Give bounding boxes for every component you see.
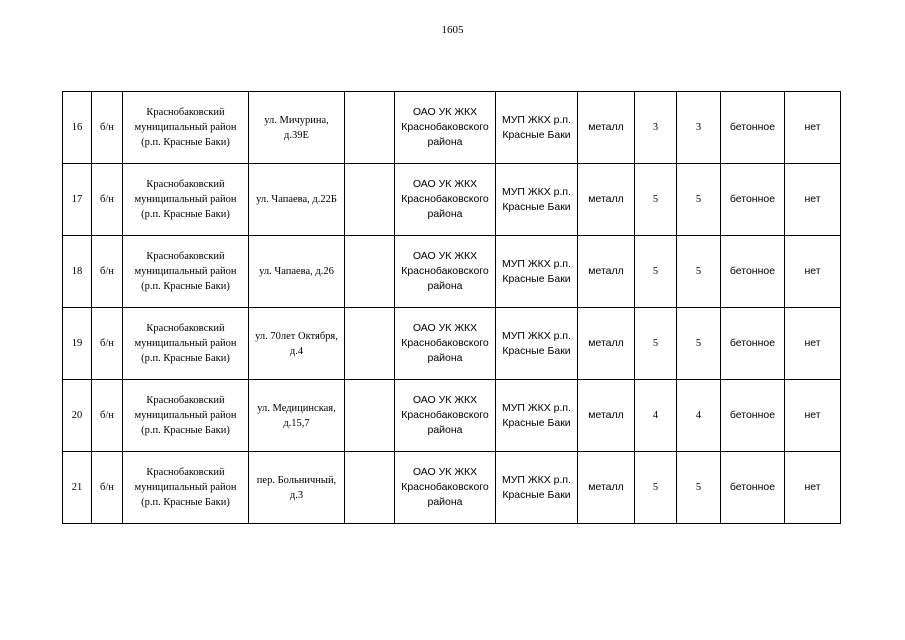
operator-cell: МУП ЖКХ р.п. Красные Баки xyxy=(496,452,578,524)
empty-cell xyxy=(345,380,395,452)
district-cell: Краснобаковский муниципальный район (р.п. Красные Баки) xyxy=(123,236,249,308)
table-body xyxy=(63,92,841,524)
owner-cell: ОАО УК ЖКХ Краснобаковского района xyxy=(395,164,496,236)
material-cell: металл xyxy=(578,92,635,164)
table-row xyxy=(63,236,841,308)
row-number-cell: 19 xyxy=(63,308,92,380)
surface-cell: бетонное xyxy=(721,164,785,236)
count-b-cell: 5 xyxy=(677,308,721,380)
operator-cell: МУП ЖКХ р.п. Красные Баки xyxy=(496,308,578,380)
empty-cell xyxy=(345,236,395,308)
address-cell: ул. Чапаева, д.26 xyxy=(249,236,345,308)
count-b-cell: 5 xyxy=(677,452,721,524)
row-number-cell: 17 xyxy=(63,164,92,236)
fence-cell: нет xyxy=(785,236,841,308)
empty-cell xyxy=(345,164,395,236)
district-cell: Краснобаковский муниципальный район (р.п. Красные Баки) xyxy=(123,380,249,452)
count-b-cell: 3 xyxy=(677,92,721,164)
registration-cell: б/н xyxy=(92,236,123,308)
page-number: 1605 xyxy=(441,24,464,36)
empty-cell xyxy=(345,92,395,164)
address-cell: ул. Мичурина, д.39Е xyxy=(249,92,345,164)
empty-cell xyxy=(345,308,395,380)
row-number-cell: 18 xyxy=(63,236,92,308)
registration-cell: б/н xyxy=(92,380,123,452)
district-cell: Краснобаковский муниципальный район (р.п. Красные Баки) xyxy=(123,308,249,380)
surface-cell: бетонное xyxy=(721,236,785,308)
surface-cell: бетонное xyxy=(721,380,785,452)
count-a-cell: 5 xyxy=(635,236,677,308)
district-cell: Краснобаковский муниципальный район (р.п. Красные Баки) xyxy=(123,92,249,164)
material-cell: металл xyxy=(578,164,635,236)
row-number-cell: 20 xyxy=(63,380,92,452)
count-b-cell: 4 xyxy=(677,380,721,452)
operator-cell: МУП ЖКХ р.п. Красные Баки xyxy=(496,92,578,164)
material-cell: металл xyxy=(578,308,635,380)
owner-cell: ОАО УК ЖКХ Краснобаковского района xyxy=(395,452,496,524)
surface-cell: бетонное xyxy=(721,452,785,524)
registration-cell: б/н xyxy=(92,92,123,164)
owner-cell: ОАО УК ЖКХ Краснобаковского района xyxy=(395,92,496,164)
fence-cell: нет xyxy=(785,92,841,164)
owner-cell: ОАО УК ЖКХ Краснобаковского района xyxy=(395,380,496,452)
operator-cell: МУП ЖКХ р.п. Красные Баки xyxy=(496,380,578,452)
address-cell: ул. Медицинская, д.15,7 xyxy=(249,380,345,452)
table-row xyxy=(63,164,841,236)
fence-cell: нет xyxy=(785,308,841,380)
operator-cell: МУП ЖКХ р.п. Красные Баки xyxy=(496,236,578,308)
surface-cell: бетонное xyxy=(721,308,785,380)
owner-cell: ОАО УК ЖКХ Краснобаковского района xyxy=(395,236,496,308)
fence-cell: нет xyxy=(785,380,841,452)
address-cell: ул. 70лет Октября, д.4 xyxy=(249,308,345,380)
table-row xyxy=(63,452,841,524)
surface-cell: бетонное xyxy=(721,92,785,164)
count-b-cell: 5 xyxy=(677,164,721,236)
table-row xyxy=(63,380,841,452)
count-a-cell: 5 xyxy=(635,308,677,380)
operator-cell: МУП ЖКХ р.п. Красные Баки xyxy=(496,164,578,236)
address-cell: ул. Чапаева, д.22Б xyxy=(249,164,345,236)
table-row xyxy=(63,308,841,380)
district-cell: Краснобаковский муниципальный район (р.п. Красные Баки) xyxy=(123,164,249,236)
registration-cell: б/н xyxy=(92,164,123,236)
table-row xyxy=(63,92,841,164)
registration-cell: б/н xyxy=(92,452,123,524)
empty-cell xyxy=(345,452,395,524)
address-cell: пер. Больничный, д.3 xyxy=(249,452,345,524)
fence-cell: нет xyxy=(785,164,841,236)
count-a-cell: 4 xyxy=(635,380,677,452)
count-b-cell: 5 xyxy=(677,236,721,308)
registration-cell: б/н xyxy=(92,308,123,380)
material-cell: металл xyxy=(578,380,635,452)
fence-cell: нет xyxy=(785,452,841,524)
row-number-cell: 16 xyxy=(63,92,92,164)
owner-cell: ОАО УК ЖКХ Краснобаковского района xyxy=(395,308,496,380)
count-a-cell: 3 xyxy=(635,92,677,164)
registry-table xyxy=(62,91,841,524)
count-a-cell: 5 xyxy=(635,452,677,524)
row-number-cell: 21 xyxy=(63,452,92,524)
count-a-cell: 5 xyxy=(635,164,677,236)
district-cell: Краснобаковский муниципальный район (р.п. Красные Баки) xyxy=(123,452,249,524)
material-cell: металл xyxy=(578,236,635,308)
material-cell: металл xyxy=(578,452,635,524)
